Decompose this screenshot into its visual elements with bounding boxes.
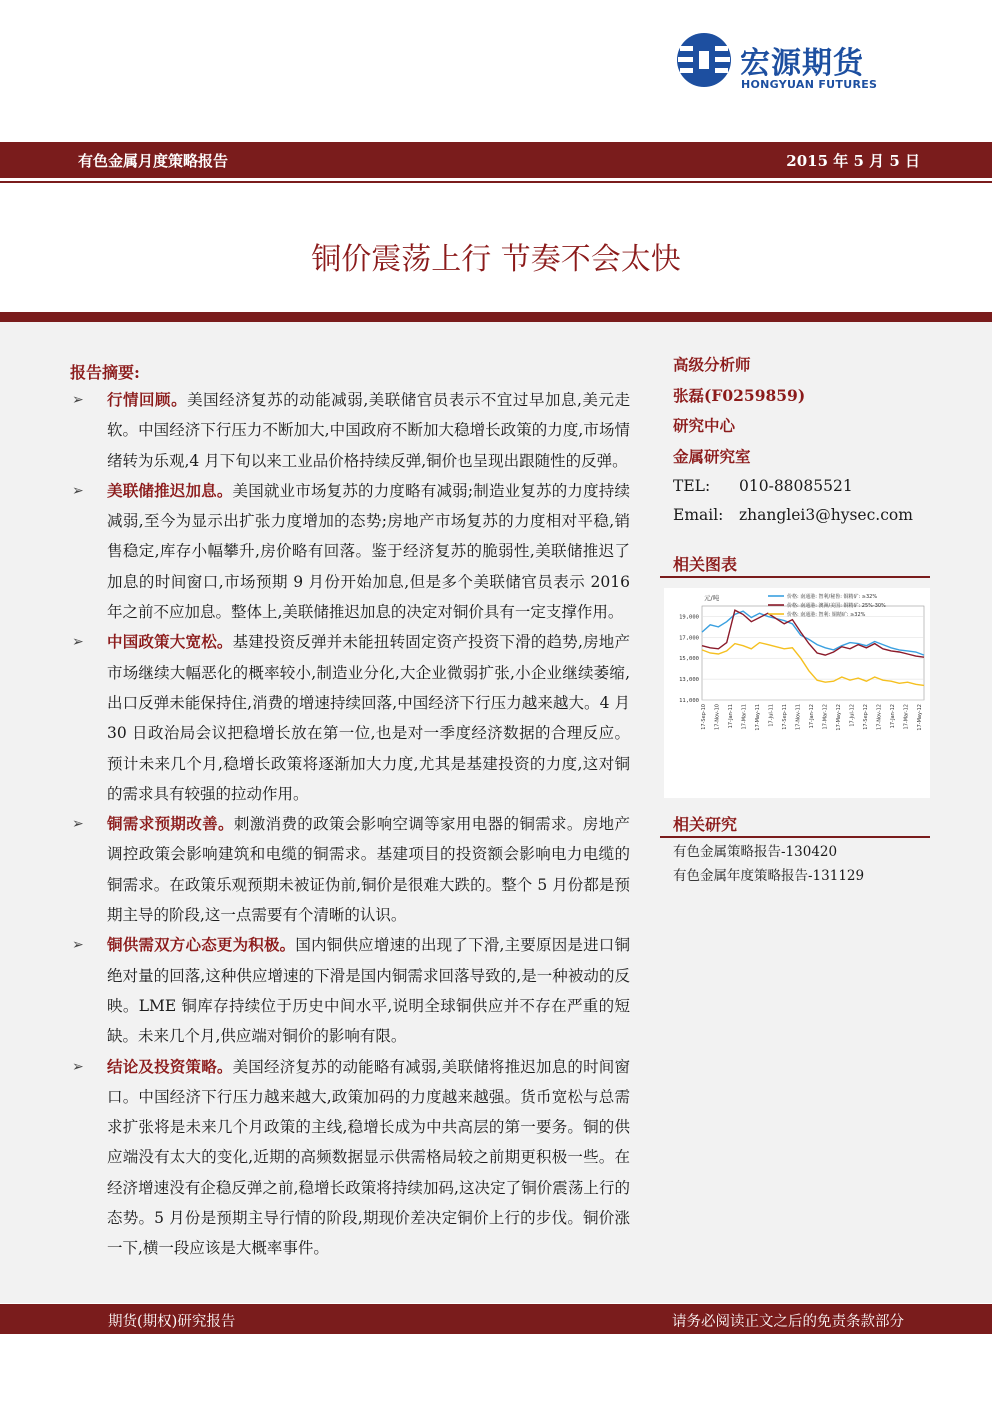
related-charts-title: 相关图表 xyxy=(673,555,738,574)
email-label: Email: xyxy=(673,506,724,524)
point-body: 基建投资反弹并未能扭转固定资产投资下滑的趋势,房地产市场继续大幅恶化的概率较小,制造业分化,大企业微弱扩张,小企业继续萎缩,出口反弹未能保持住,消费的增速持续回落,中国经济下行压力越来越大。4 月 30 日政治局会议把稳增长放在第一位,也是对一季度经济数据的合理反应。预计未来几个月,稳增长政策将逐渐加大力度,尤其是基建投资的力度,这对铜的需求具有较强的拉动作用。 xyxy=(107,633,630,803)
tel-row xyxy=(673,472,933,501)
footer-left: 期货(期权)研究报告 xyxy=(108,1314,236,1330)
point-heading: 铜需求预期改善。 xyxy=(107,814,234,834)
chart-legend-label: 价格: 南通港: 澳洲/美国: 铜精矿: 25%-30% xyxy=(787,603,886,609)
point-body: 美国经济复苏的动能减弱,美联储官员表示不宜过早加息,美元走软。中国经济下行压力不断加大,中国政府不断加大稳增长政策的力度,市场情绪转为乐观,4 月下旬以来工业品价格持续反弹,铜价也呈现出跟随性的反弹。 xyxy=(107,391,630,470)
chart-ytick-label: 19,000 xyxy=(679,614,699,621)
chart-ytick-label: 11,000 xyxy=(679,698,699,704)
arrow-bullet-icon: ➢ xyxy=(72,1058,84,1075)
related-research-title: 相关研究 xyxy=(673,815,738,834)
point-body: 美国经济复苏的动能略有减弱,美联储将推迟加息的时间窗口。中国经济下行压力越来越大,政策加码的力度越来越强。货币宽松与总需求扩张将是未来几个月政策的主线,稳增长成为中共高层的第一要务。铜的供应端没有太大的变化,近期的高频数据显示供需格局较之前期更积极一些。在经济增速没有企稳反弹之前,稳增长政策将持续加码,这决定了铜价震荡上行的态势。5 月份是预期主导行情的阶段,期现价差决定铜价上行的步伐。铜价涨一下,横一段应该是大概率事件。 xyxy=(107,1057,630,1258)
chart-xtick-label: 17-Jul-12 xyxy=(849,704,856,727)
chart-xtick-label: 17-Jan-12 xyxy=(890,704,896,729)
arrow-bullet-icon: ➢ xyxy=(72,816,84,833)
point-body: 刺激消费的政策会影响空调等家用电器的铜需求。房地产调控政策会影响建筑和电缆的铜需求。基建项目的投资额会影响电力电缆的铜需求。在政策乐观预期未被证伪前,铜价是很难大跌的。整个 5 月份都是预期主导的阶段,这一点需要有个清晰的认识。 xyxy=(107,815,630,925)
chart-legend-label: 价格: 南通港: 智利/秘鲁: 铜精矿: ≥32% xyxy=(787,594,878,600)
arrow-bullet-icon: ➢ xyxy=(72,392,84,408)
chart-legend-label: 价格: 南通港: 智利: 铜精矿: ≥32% xyxy=(787,612,866,618)
chart-xtick-label: 17-Nov-12 xyxy=(876,704,883,730)
hongyuan-logo-icon xyxy=(676,32,732,88)
point-heading: 结论及投资策略。 xyxy=(107,1056,233,1076)
point-heading: 铜供需双方心态更为积极。 xyxy=(107,935,296,955)
summary-point xyxy=(70,627,630,809)
chart-xtick-label: 17-Jan-11 xyxy=(728,704,734,729)
point-heading: 中国政策大宽松。 xyxy=(107,632,233,652)
email-value[interactable]: zhanglei3@hysec.com xyxy=(739,506,913,524)
related-research-header xyxy=(660,808,930,838)
point-body: 美国就业市场复苏的力度略有减弱;制造业复苏的力度持续减弱,至今为显示出扩张力度增加的态势;房地产市场复苏的力度相对平稳,销售稳定,库存小幅攀升,房价略有回落。鉴于经济复苏的脆弱性,美联储推迟了加息的时间窗口,市场预期 9 月份开始加息,但是多个美联储官员表示 2016 年之前不应加息。整体上,美联储推迟加息的决定对铜价具有一定支撑作用。 xyxy=(107,481,630,622)
chart-xtick-label: 17-Nov-10 xyxy=(714,704,721,730)
arrow-bullet-icon: ➢ xyxy=(72,937,84,954)
summary-point xyxy=(70,1052,630,1264)
chart-ytick-label: 17,000 xyxy=(679,635,699,642)
summary-title: 报告摘要: xyxy=(70,363,140,382)
research-item[interactable]: 有色金属年度策略报告-131129 xyxy=(673,868,865,884)
analyst-dept: 研究中心 xyxy=(673,416,736,435)
summary-point xyxy=(70,476,630,627)
logo-name-en: HONGYUAN FUTURES xyxy=(741,78,878,91)
summary-section xyxy=(70,360,630,1264)
chart-xtick-label: 17-Sep-10 xyxy=(701,704,707,730)
report-date: 2015 年 5 月 5 日 xyxy=(786,152,920,170)
analyst-info xyxy=(673,350,933,530)
arrow-bullet-icon: ➢ xyxy=(72,634,84,651)
chart-xtick-label: 17-Mar-11 xyxy=(741,704,748,730)
chart-ytick-label: 13,000 xyxy=(679,677,699,684)
summary-point xyxy=(70,930,630,1051)
chart-xtick-label: 17-May-11 xyxy=(755,704,761,731)
analyst-role: 高级分析师 xyxy=(673,355,751,374)
chart-unit-label: 元/吨 xyxy=(704,594,720,602)
header-divider xyxy=(0,181,992,183)
arrow-bullet-icon: ➢ xyxy=(72,482,84,499)
chart-xtick-label: 17-Mar-12 xyxy=(903,704,910,730)
chart-xtick-label: 17-Mar-12 xyxy=(822,704,829,730)
tel-value: 010-88085521 xyxy=(739,477,853,495)
chart-xtick-label: 17-Sep-11 xyxy=(782,704,788,730)
chart-xtick-label: 17-Jul-11 xyxy=(768,704,775,727)
chart-xtick-label: 17-May-12 xyxy=(836,704,842,731)
logo-name-cn: 宏源期货 xyxy=(740,46,864,81)
chart-background xyxy=(664,588,930,798)
summary-point xyxy=(70,385,630,476)
title-divider-band xyxy=(0,312,992,322)
summary-point xyxy=(70,809,630,930)
chart-xtick-label: 17-May-12 xyxy=(917,704,923,731)
research-item[interactable]: 有色金属策略报告-130420 xyxy=(673,844,838,860)
related-charts-header xyxy=(660,548,930,578)
point-heading: 美联储推迟加息。 xyxy=(107,480,233,500)
report-category: 有色金属月度策略报告 xyxy=(78,152,229,170)
email-row xyxy=(673,501,933,530)
point-heading: 行情回顾。 xyxy=(107,390,188,409)
analyst-dept: 金属研究室 xyxy=(673,446,751,466)
chart-xtick-label: 17-Nov-11 xyxy=(795,704,802,730)
chart-ytick-label: 15,000 xyxy=(679,656,699,663)
copper-price-chart xyxy=(664,588,930,798)
footer-disclaimer-note: 请务必阅读正文之后的免责条款部分 xyxy=(672,1314,904,1330)
chart-xtick-label: 17-Sep-12 xyxy=(863,704,869,730)
related-research-list xyxy=(673,840,933,888)
chart-xtick-label: 17-Jan-12 xyxy=(809,704,815,729)
analyst-name: 张磊(F0259859) xyxy=(673,385,806,405)
tel-label: TEL: xyxy=(673,477,711,495)
point-body: 国内铜供应增速的出现了下滑,主要原因是进口铜绝对量的回落,这种供应增速的下滑是国内铜需求回落导致的,是一种被动的反映。LME 铜库存持续位于历史中间水平,说明全球铜供应并不存在严重的短缺。未来几个月,供应端对铜价的影响有限。 xyxy=(107,936,630,1046)
report-title: 铜价震荡上行 节奏不会太快 xyxy=(311,242,681,277)
